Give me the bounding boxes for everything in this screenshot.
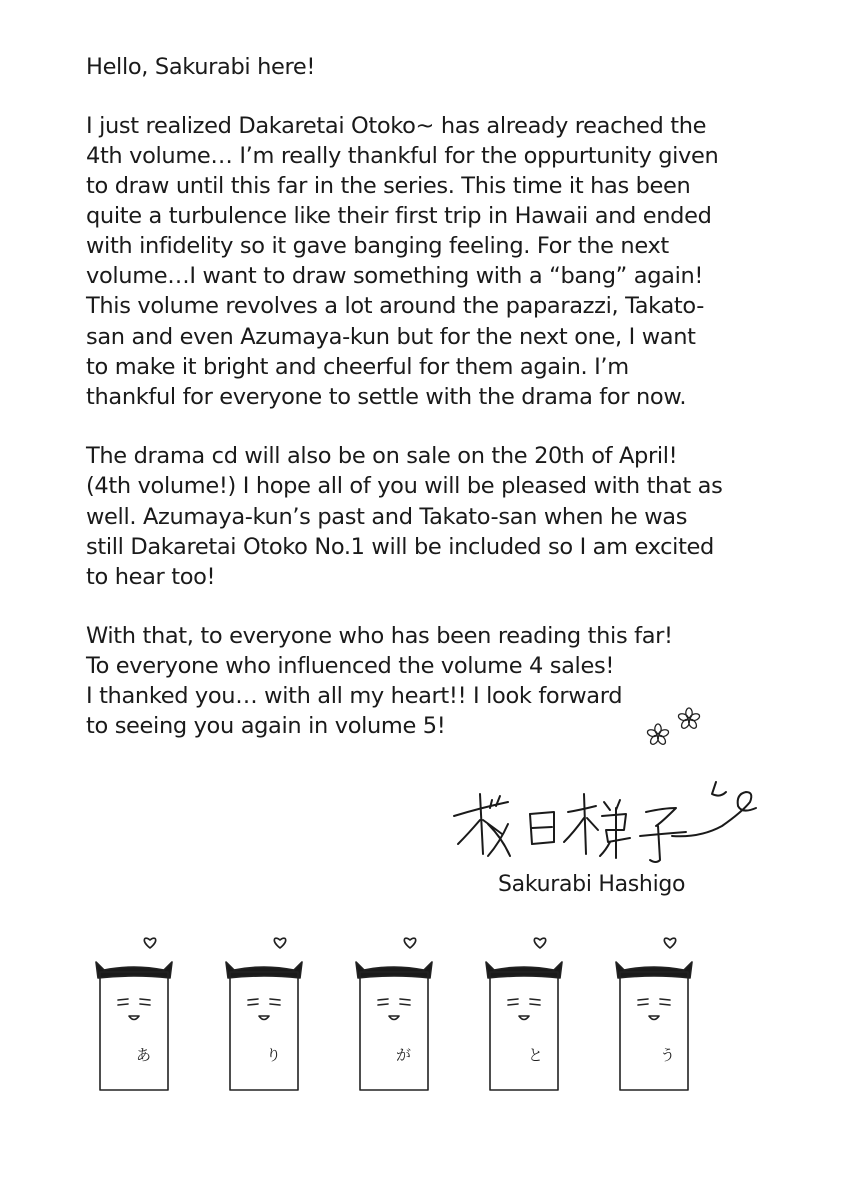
paragraph-1-line: with infidelity so it gave banging feeling. For the next [86, 233, 669, 259]
character-body [360, 972, 428, 1090]
character-mouth [129, 1016, 139, 1020]
character-hair [96, 962, 172, 978]
paragraph-1-line: 4th volume… I’m really thankful for the oppurtunity given [86, 143, 719, 169]
character-hair [486, 962, 562, 978]
paragraph-1-line: This volume revolves a lot around the paparazzi, Takato- [86, 293, 704, 319]
paragraph-3-line: To everyone who influenced the volume 4 sales! [86, 653, 614, 679]
paragraph-3-line: to seeing you again in volume 5! [86, 713, 446, 739]
paragraph-2-line: well. Azumaya-kun’s past and Takato-san when he was [86, 504, 688, 530]
chibi-character [226, 938, 302, 1090]
chibi-character [356, 938, 432, 1090]
heart-icon [404, 938, 415, 948]
paragraph-2-line: The drama cd will also be on sale on the 20th of April! [86, 443, 678, 469]
paragraph-2-line: (4th volume!) I hope all of you will be pleased with that as [86, 473, 723, 499]
character-body [490, 972, 558, 1090]
character-mouth [259, 1016, 269, 1020]
paragraph-1-line: to make it bright and cheerful for them again. I’m [86, 354, 629, 380]
chibi-character [96, 938, 172, 1090]
paragraph-3-line: With that, to everyone who has been reading this far! [86, 623, 673, 649]
character-eye [378, 999, 388, 1005]
character-eye [638, 999, 648, 1005]
character-eye [248, 999, 258, 1005]
paragraph-3-line: I thanked you… with all my heart!! I look forward [86, 683, 623, 709]
character-eye [270, 999, 280, 1005]
character-kana: う [660, 1046, 676, 1064]
greeting: Hello, Sakurabi here! [86, 54, 316, 80]
paragraph-1-line: I just realized Dakaretai Otoko~ has already reached the [86, 113, 707, 139]
character-eye [530, 999, 540, 1005]
character-body [620, 972, 688, 1090]
handwritten-signature [450, 772, 770, 872]
character-hair [616, 962, 692, 978]
paragraph-1-line: volume…I want to draw something with a “bang” again! [86, 263, 704, 289]
character-hair [356, 962, 432, 978]
character-mouth [389, 1016, 399, 1020]
paragraph-1-line: san and even Azumaya-kun but for the next one, I want [86, 324, 696, 350]
character-eye [118, 999, 128, 1005]
character-eye [400, 999, 410, 1005]
character-mouth [519, 1016, 529, 1020]
chibi-character [486, 938, 562, 1090]
character-kana: と [528, 1046, 544, 1064]
character-body [100, 972, 168, 1090]
chibi-characters [90, 930, 710, 1100]
heart-icon [274, 938, 285, 948]
paragraph-2-line: still Dakaretai Otoko No.1 will be included so I am excited [86, 534, 714, 560]
character-kana: あ [136, 1046, 152, 1064]
paragraph-2-line: to hear too! [86, 564, 216, 590]
character-body [230, 972, 298, 1090]
character-hair [226, 962, 302, 978]
character-mouth [649, 1016, 659, 1020]
paragraph-1-line: quite a turbulence like their first trip in Hawaii and ended [86, 203, 712, 229]
character-eye [508, 999, 518, 1005]
paragraph-1-line: thankful for everyone to settle with the drama for now. [86, 384, 687, 410]
paragraph-1-line: to draw until this far in the series. This time it has been [86, 173, 691, 199]
heart-icon [664, 938, 675, 948]
character-eye [660, 999, 670, 1005]
heart-icon [534, 938, 545, 948]
flower-doodles-icon [640, 705, 710, 755]
character-kana: が [396, 1046, 412, 1064]
character-eye [140, 999, 150, 1005]
character-kana: り [266, 1046, 282, 1064]
heart-icon [144, 938, 155, 948]
chibi-character [616, 938, 692, 1090]
signature-name: Sakurabi Hashigo [498, 872, 686, 897]
